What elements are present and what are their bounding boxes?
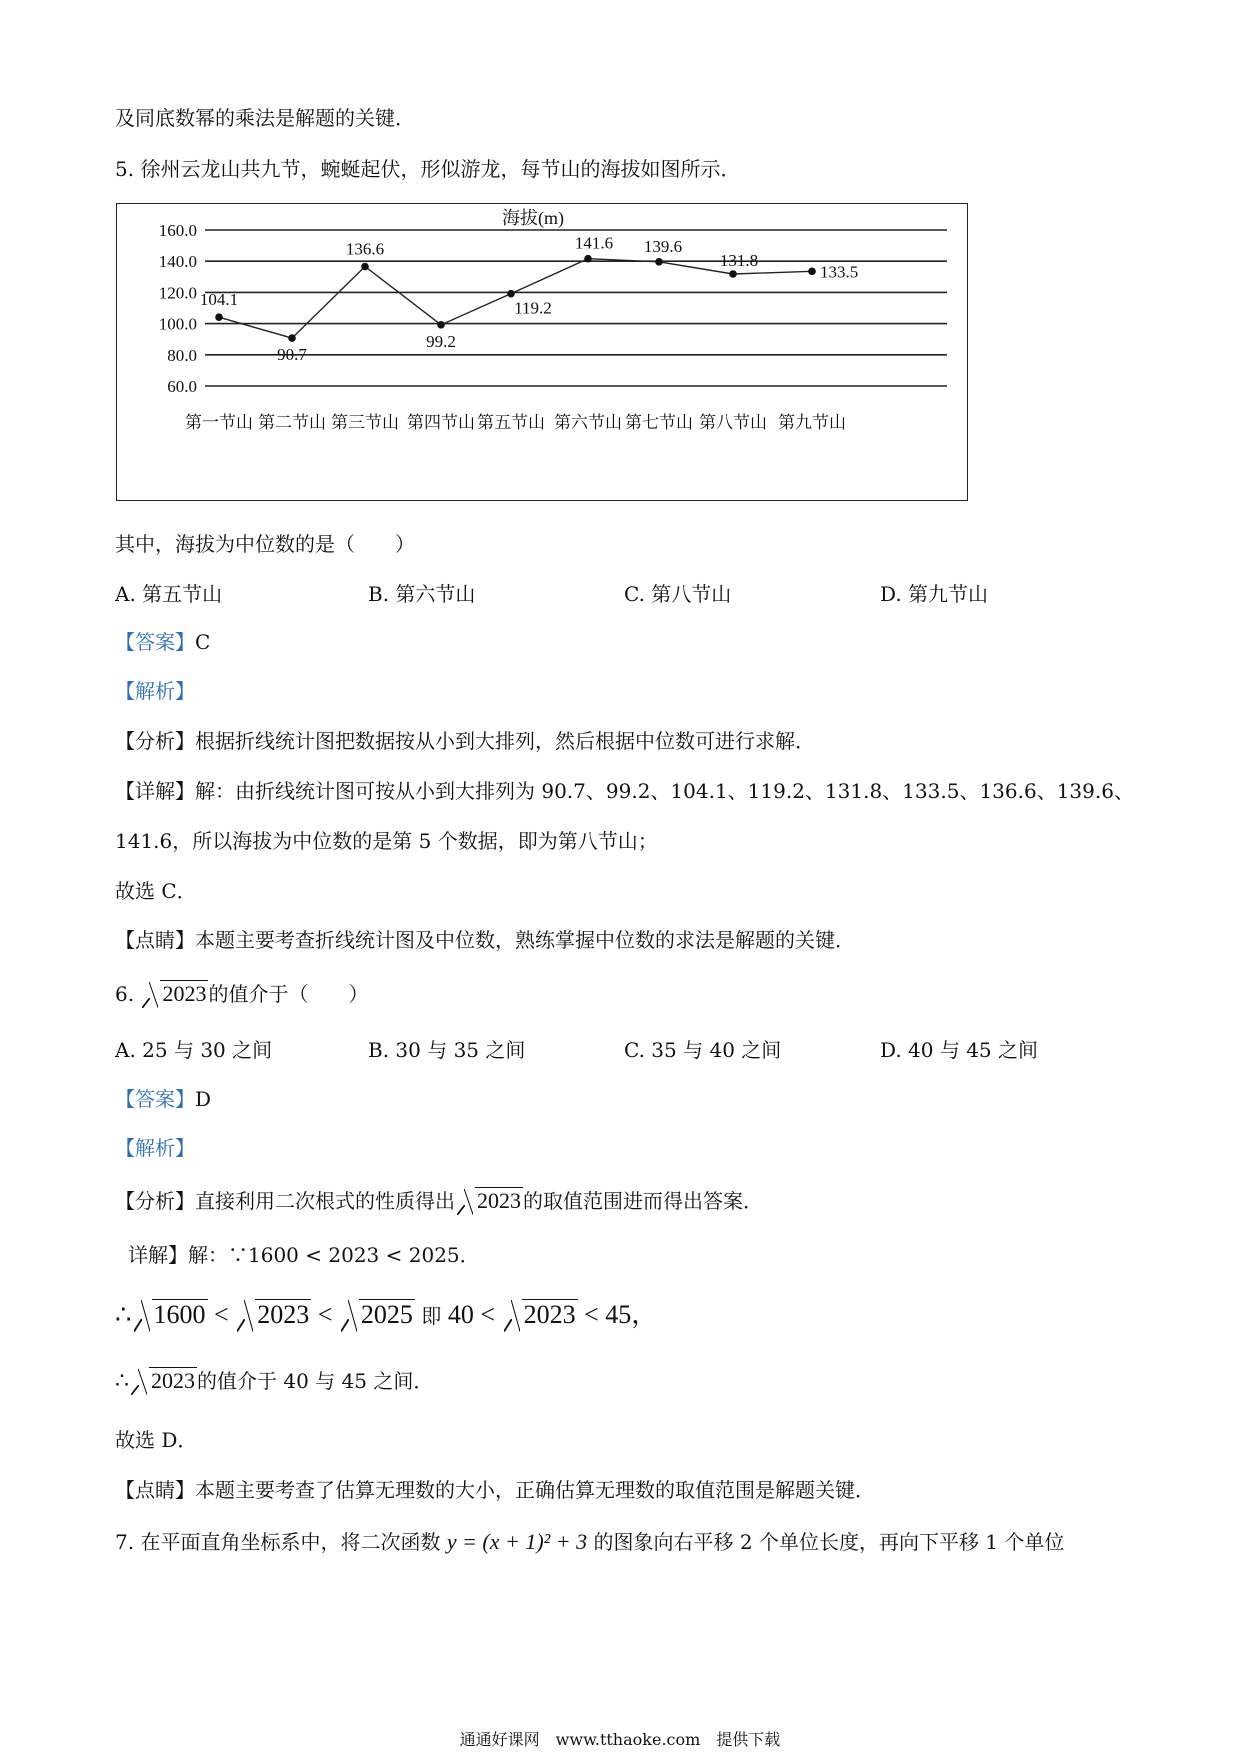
q6-option-b: B. 30 与 35 之间 — [368, 1038, 526, 1062]
question-5-ask: 其中，海拔为中位数的是（ ） — [115, 532, 415, 556]
y-tick-label: 80.0 — [167, 345, 197, 365]
fenxi-tag: 【分析】 — [115, 1189, 195, 1213]
x-tick-label: 第四节山 — [407, 413, 475, 432]
altitude-chart-svg — [117, 204, 969, 502]
x-tick-label: 第八节山 — [699, 413, 767, 432]
data-point — [584, 255, 592, 263]
q5-answer-line — [115, 628, 210, 656]
data-label: 90.7 — [277, 345, 307, 365]
q5-option-a: A. 第五节山 — [115, 582, 223, 606]
q5-fenxi — [115, 727, 815, 755]
radicand: 1600 — [153, 1300, 206, 1329]
q7-formula: y = (x + 1)² + 3 — [446, 1529, 588, 1554]
chart-title: 海拔(m) — [502, 208, 564, 228]
radicand: 2023 — [477, 1188, 521, 1213]
x-tick-label: 第六节山 — [554, 413, 622, 432]
answer-value: C — [195, 630, 211, 654]
footer: 通通好课网 www.tthaoke.com 提供下载 — [459, 1730, 781, 1749]
y-tick-label: 100.0 — [158, 314, 197, 334]
data-label: 139.6 — [643, 236, 683, 256]
sqrt-2023 — [237, 1298, 311, 1332]
data-point — [288, 334, 296, 342]
data-label: 119.2 — [514, 298, 552, 318]
sqrt-2023 — [457, 1187, 523, 1215]
detail-text: 解：由折线统计图可按从小到大排列为 90.7、99.2、104.1、119.2、131.8、133.5、136.6、139.6、 — [195, 779, 1134, 803]
data-point — [361, 263, 369, 271]
therefore-symbol: ∴ — [115, 1368, 129, 1393]
q7-text-end: 的图象向右平移 2 个单位长度，再向下平移 1 个单位 — [593, 1530, 1065, 1554]
q5-option-b: B. 第六节山 — [368, 582, 476, 606]
q6-analysis-heading: 【解析】 — [115, 1136, 195, 1160]
q5-detail-line-1 — [115, 777, 1134, 805]
dianjing-text: 本题主要考查折线统计图及中位数，熟练掌握中位数的求法是解题的关键． — [195, 928, 855, 952]
data-point — [507, 290, 515, 298]
x-tick-label: 第五节山 — [477, 413, 545, 432]
less-than-45: < 45， — [584, 1300, 658, 1329]
radicand: 2025 — [360, 1300, 413, 1329]
y-tick-label: 120.0 — [158, 283, 197, 303]
sqrt-2023 — [504, 1298, 578, 1332]
q5-choose: 故选 C． — [115, 879, 197, 903]
data-point — [808, 268, 816, 276]
fenxi-text-end: 的取值范围进而得出答案． — [523, 1189, 763, 1213]
sqrt-1600 — [134, 1298, 208, 1332]
q6-option-a: A. 25 与 30 之间 — [115, 1038, 273, 1062]
x-tick-label: 第七节山 — [625, 413, 693, 432]
x-tick-label: 第一节山 — [185, 413, 253, 432]
intro-line: 及同底数幂的乘法是解题的关键． — [115, 106, 415, 130]
data-label: 141.6 — [574, 233, 614, 253]
y-tick-label: 160.0 — [158, 221, 197, 240]
x-tick-label: 第二节山 — [258, 413, 326, 432]
fenxi-text: 直接利用二次根式的性质得出 — [195, 1189, 455, 1213]
data-label: 131.8 — [719, 250, 759, 270]
radicand: 2023 — [151, 1368, 195, 1393]
question-5-stem: 5. 徐州云龙山共九节，蜿蜒起伏，形似游龙，每节山的海拔如图所示． — [115, 157, 741, 181]
data-point — [729, 270, 737, 278]
dianjing-tag: 【点睛】 — [115, 1478, 195, 1502]
question-7-stem — [115, 1528, 1064, 1556]
x-tick-label: 第九节山 — [778, 413, 846, 432]
conclusion-text: 的值介于 40 与 45 之间． — [197, 1369, 434, 1393]
less-than: < — [317, 1300, 333, 1329]
y-tick-label: 60.0 — [167, 377, 197, 396]
altitude-chart — [116, 203, 968, 501]
data-point — [437, 321, 445, 329]
fenxi-text: 根据折线统计图把数据按从小到大排列，然后根据中位数可进行求解． — [195, 729, 815, 753]
data-label: 133.5 — [820, 262, 859, 282]
answer-tag: 【答案】 — [115, 1087, 195, 1111]
q5-detail-line-2: 141.6，所以海拔为中位数的是第 5 个数据，即为第八节山； — [115, 829, 658, 853]
q6-number: 6. — [115, 982, 141, 1006]
q5-option-d: D. 第九节山 — [880, 582, 989, 606]
radicand: 2023 — [523, 1300, 576, 1329]
q5-dianjing — [115, 926, 855, 954]
answer-tag: 【答案】 — [115, 630, 195, 654]
q6-choose: 故选 D． — [115, 1428, 198, 1452]
sqrt-2023 — [131, 1367, 197, 1395]
data-label: 104.1 — [199, 290, 239, 310]
q6-stem-text: 的值介于（ ） — [208, 982, 369, 1006]
q6-fenxi — [115, 1187, 763, 1215]
data-point — [655, 258, 663, 266]
data-point — [215, 313, 223, 321]
dianjing-text: 本题主要考查了估算无理数的大小，正确估算无理数的取值范围是解题关键． — [195, 1478, 875, 1502]
sqrt-2023 — [142, 980, 208, 1008]
q6-answer-line — [115, 1085, 211, 1113]
therefore-symbol: ∴ — [115, 1300, 132, 1329]
data-label: 136.6 — [345, 239, 385, 259]
y-tick-label: 140.0 — [158, 252, 197, 272]
question-6-stem — [115, 980, 368, 1008]
q6-option-c: C. 35 与 40 之间 — [624, 1038, 782, 1062]
x-tick-label: 第三节山 — [331, 413, 399, 432]
less-than: < — [214, 1300, 229, 1329]
answer-value: D — [195, 1087, 212, 1111]
forty-less-than: 40 < — [447, 1300, 496, 1329]
q6-conclusion — [115, 1367, 433, 1395]
q6-dianjing — [115, 1476, 875, 1504]
dianjing-tag: 【点睛】 — [115, 928, 195, 952]
radicand: 2023 — [257, 1300, 310, 1329]
detail-tag: 【详解】 — [115, 779, 195, 803]
q6-inequality — [115, 1298, 657, 1334]
fenxi-tag: 【分析】 — [115, 729, 195, 753]
q5-option-c: C. 第八节山 — [624, 582, 732, 606]
data-label: 99.2 — [426, 331, 456, 351]
q6-detail: 详解】解：∵1600 < 2023 < 2025． — [128, 1243, 480, 1267]
sqrt-2025 — [341, 1298, 415, 1332]
q6-option-d: D. 40 与 45 之间 — [880, 1038, 1039, 1062]
ji-text: 即 — [421, 1306, 442, 1328]
radicand: 2023 — [162, 981, 207, 1006]
q7-text-start: 7. 在平面直角坐标系中，将二次函数 — [115, 1530, 441, 1554]
q5-analysis-heading: 【解析】 — [115, 679, 195, 703]
